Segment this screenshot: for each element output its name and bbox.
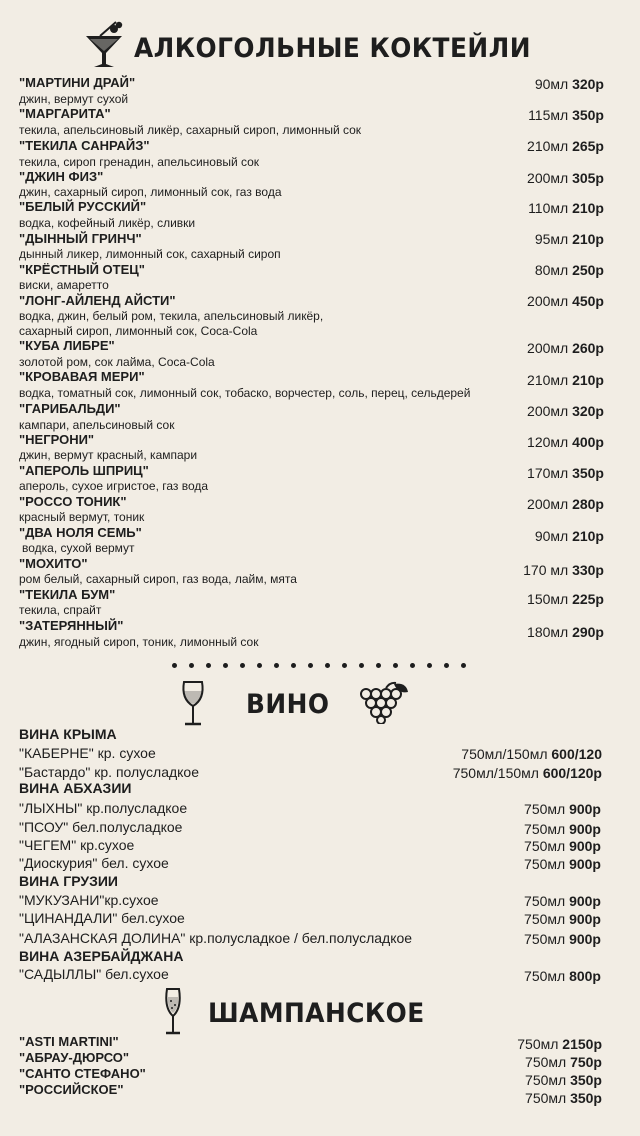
item-price: [517, 1036, 602, 1052]
item-description: текила, сироп гренадин, апельсиновый сок: [19, 155, 260, 169]
item-price: [525, 1072, 602, 1088]
item-price: [527, 591, 604, 607]
champagne-glass-icon: [160, 986, 186, 1038]
item-description: водка, томатный сок, лимонный сок, тобаско, ворчестер, соль, перец, сельдерей: [19, 386, 471, 400]
item-volume: 750мл: [524, 911, 566, 927]
item-description: дынный ликер, лимонный сок, сахарный сироп: [19, 247, 281, 261]
item-description: джин, ягодный сироп, тоник, лимонный сок: [19, 635, 259, 649]
item-cost: 900р: [569, 893, 601, 909]
item-name: "ДЖИН ФИЗ": [19, 169, 104, 184]
wine-category-title: ВИНА ГРУЗИИ: [19, 873, 118, 889]
item-cost: 2150р: [562, 1036, 602, 1052]
item-volume: 750мл: [524, 856, 566, 872]
cocktails-title: АЛКОГОЛЬНЫЕ КОКТЕЙЛИ: [134, 33, 531, 64]
item-cost: 260р: [572, 340, 604, 356]
item-name: "КУБА ЛИБРЕ": [19, 338, 115, 353]
item-name: "САНТО СТЕФАНО": [19, 1066, 146, 1081]
champagne-title: ШАМПАНСКОЕ: [208, 998, 425, 1029]
item-cost: 320р: [572, 403, 604, 419]
item-cost: 290р: [572, 624, 604, 640]
item-description: апероль, сухое игристое, газ вода: [19, 479, 209, 493]
item-cost: 900р: [569, 821, 601, 837]
item-volume: 200мл: [527, 293, 569, 309]
item-name: "ЧЕГЕМ" кр.сухое: [19, 837, 135, 853]
item-volume: 750мл: [524, 893, 566, 909]
item-description-line2: сахарный сироп, лимонный сок, Coca-Cola: [19, 324, 258, 338]
item-price: [535, 262, 604, 278]
item-price: [523, 562, 604, 578]
item-volume: 150мл: [527, 591, 569, 607]
item-price: [528, 107, 604, 123]
item-volume: 120мл: [527, 434, 569, 450]
item-volume: 200мл: [527, 496, 569, 512]
item-name: "МОХИТО": [19, 556, 88, 571]
item-cost: 900р: [569, 911, 601, 927]
item-cost: 320р: [572, 76, 604, 92]
item-description: виски, амаретто: [19, 278, 109, 292]
item-price: [524, 821, 601, 837]
item-cost: 225р: [572, 591, 604, 607]
item-price: [524, 801, 601, 817]
item-volume: 170 мл: [523, 562, 569, 578]
item-name: "КРОВАВАЯ МЕРИ": [19, 369, 145, 384]
grapes-icon: [356, 680, 412, 724]
item-cost: 900р: [569, 838, 601, 854]
item-cost: 400р: [572, 434, 604, 450]
item-price: [527, 372, 604, 388]
item-name: "КАБЕРНЕ" кр. сухое: [19, 745, 156, 761]
item-description: водка, кофейный ликёр, сливки: [19, 216, 196, 230]
cocktail-glass-icon: [80, 20, 128, 70]
item-cost: 250р: [572, 262, 604, 278]
item-price: [528, 200, 604, 216]
item-cost: 350р: [572, 465, 604, 481]
item-price: [525, 1090, 602, 1106]
item-cost: 900р: [569, 801, 601, 817]
item-cost: 265р: [572, 138, 604, 154]
item-price: [524, 856, 601, 872]
item-volume: 110мл: [528, 200, 569, 216]
item-name: "ЗАТЕРЯННЫЙ": [19, 618, 124, 633]
item-name: "МАРТИНИ ДРАЙ": [19, 75, 136, 90]
item-price: [535, 528, 604, 544]
item-name: "ПСОУ" бел.полусладкое: [19, 819, 183, 835]
item-volume: 210мл: [527, 138, 569, 154]
item-name: "АБРАУ-ДЮРСО": [19, 1050, 130, 1065]
item-price: [524, 968, 601, 984]
item-name: "САДЫЛЛЫ" бел.сухое: [19, 966, 169, 982]
item-cost: 350р: [570, 1072, 602, 1088]
item-volume: 750мл/150мл: [452, 765, 539, 781]
item-volume: 750мл: [524, 968, 566, 984]
item-price: [525, 1054, 602, 1070]
item-cost: 350р: [570, 1090, 602, 1106]
item-volume: 750мл/150мл: [461, 746, 548, 762]
item-name: "ASTI MARTINI": [19, 1034, 119, 1049]
item-name: "Диоскурия" бел. сухое: [19, 855, 169, 871]
item-name: "КРЁСТНЫЙ ОТЕЦ": [19, 262, 145, 277]
item-description: джин, сахарный сироп, лимонный сок, газ вода: [19, 185, 282, 199]
item-cost: 750р: [570, 1054, 602, 1070]
item-price: [527, 434, 604, 450]
item-description: кампари, апельсиновый сок: [19, 418, 175, 432]
item-cost: 450р: [572, 293, 604, 309]
item-cost: 305р: [572, 170, 604, 186]
item-volume: 750мл: [524, 821, 566, 837]
item-volume: 200мл: [527, 170, 569, 186]
item-price: [527, 340, 604, 356]
item-name: "АЛАЗАНСКАЯ ДОЛИНА" кр.полусладкое / бел.полусладкое: [19, 930, 413, 946]
wine-category-title: ВИНА АБХАЗИИ: [19, 780, 132, 796]
item-volume: 200мл: [527, 340, 569, 356]
item-description: водка, сухой вермут: [22, 541, 135, 555]
item-volume: 750мл: [517, 1036, 559, 1052]
item-volume: 750мл: [525, 1072, 567, 1088]
item-price: [527, 465, 604, 481]
item-cost: 210р: [572, 372, 604, 388]
item-description: красный вермут, тоник: [19, 510, 145, 524]
item-price: [461, 746, 602, 762]
item-volume: 750мл: [524, 931, 566, 947]
item-price: [527, 138, 604, 154]
item-description: ром белый, сахарный сироп, газ вода, лайм, мята: [19, 572, 297, 586]
item-volume: 750мл: [524, 801, 566, 817]
item-price: [524, 911, 601, 927]
item-price: [527, 624, 604, 640]
item-name: "БЕЛЫЙ РУССКИЙ": [19, 199, 147, 214]
item-name: "АПЕРОЛЬ ШПРИЦ": [19, 463, 149, 478]
item-name: "ТЕКИЛА САНРАЙЗ": [19, 138, 150, 153]
item-name: "ДЫННЫЙ ГРИНЧ": [19, 231, 142, 246]
item-price: [524, 838, 601, 854]
item-cost: 280р: [572, 496, 604, 512]
item-cost: 210р: [572, 200, 604, 216]
item-description: джин, вермут красный, кампари: [19, 448, 198, 462]
item-volume: 750мл: [525, 1054, 567, 1070]
wine-category-title: ВИНА АЗЕРБАЙДЖАНА: [19, 948, 184, 964]
dotted-divider: [172, 663, 466, 668]
item-volume: 750мл: [524, 838, 566, 854]
item-name: "РОССИЙСКОЕ": [19, 1082, 124, 1097]
item-volume: 95мл: [534, 231, 569, 247]
item-name: "ГАРИБАЛЬДИ": [19, 401, 121, 416]
item-volume: 210мл: [527, 372, 569, 388]
item-volume: 90мл: [534, 528, 569, 544]
item-name: "МУКУЗАНИ"кр.сухое: [19, 892, 159, 908]
item-cost: 600/120: [551, 746, 602, 762]
item-description: золотой ром, сок лайма, Coca-Cola: [19, 355, 215, 369]
wine-glass-icon: [178, 679, 208, 729]
item-volume: 750мл: [525, 1090, 567, 1106]
item-cost: 350р: [572, 107, 604, 123]
wine-category-title: ВИНА КРЫМА: [19, 726, 117, 742]
item-description: джин, вермут сухой: [19, 92, 129, 106]
item-price: [453, 765, 602, 781]
item-volume: 200мл: [527, 403, 569, 419]
item-cost: 330р: [572, 562, 604, 578]
wine-title: ВИНО: [246, 689, 330, 720]
item-volume: 115мл: [528, 107, 569, 123]
item-price: [527, 403, 604, 419]
item-description: водка, джин, белый ром, текила, апельсиновый ликёр,: [19, 309, 324, 323]
item-cost: 800р: [569, 968, 601, 984]
item-name: "ДВА НОЛЯ СЕМЬ": [19, 525, 142, 540]
item-cost: 600/120р: [542, 765, 602, 781]
item-price: [524, 931, 601, 947]
item-name: "НЕГРОНИ": [19, 432, 95, 447]
item-price: [524, 893, 601, 909]
item-cost: 900р: [569, 856, 601, 872]
item-volume: 180мл: [527, 624, 569, 640]
item-cost: 900р: [569, 931, 601, 947]
item-volume: 80мл: [534, 262, 569, 278]
item-name: "ЦИНАНДАЛИ" бел.сухое: [19, 910, 185, 926]
item-price: [527, 293, 604, 309]
item-volume: 170мл: [527, 465, 569, 481]
item-price: [527, 496, 604, 512]
item-name: "ЛОНГ-АЙЛЕНД АЙСТИ": [19, 293, 176, 308]
item-description: текила, спрайт: [19, 603, 102, 617]
item-name: "РОССО ТОНИК": [19, 494, 127, 509]
item-name: "ЛЫХНЫ" кр.полусладкое: [19, 800, 188, 816]
item-description: текила, апельсиновый ликёр, сахарный сироп, лимонный сок: [19, 123, 362, 137]
item-name: "ТЕКИЛА БУМ": [19, 587, 116, 602]
item-name: "Бастардо" кр. полусладкое: [19, 764, 200, 780]
item-price: [527, 170, 604, 186]
item-price: [535, 76, 604, 92]
item-price: [535, 231, 604, 247]
item-name: "МАРГАРИТА": [19, 106, 111, 121]
item-cost: 210р: [572, 528, 604, 544]
item-volume: 90мл: [534, 76, 569, 92]
item-cost: 210р: [572, 231, 604, 247]
